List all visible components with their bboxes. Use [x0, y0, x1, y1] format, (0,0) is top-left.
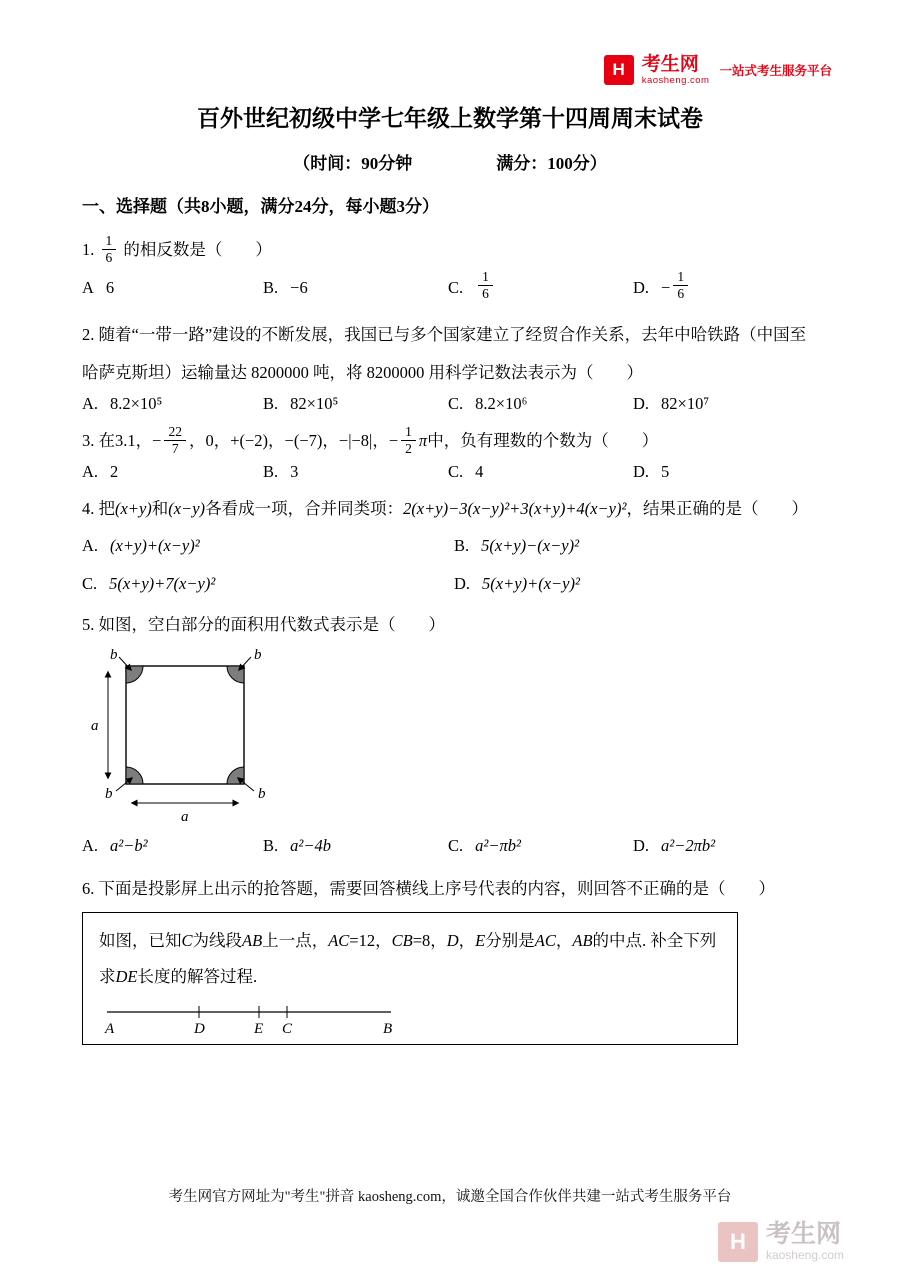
- q5-option-a: A. a²−b²: [82, 836, 148, 856]
- q6-point-d: D: [194, 1020, 205, 1036]
- q5-option-d: D. a²−2πb²: [633, 836, 716, 856]
- q5-label-b-bl: b: [105, 786, 113, 803]
- q5-label-b-tl: b: [110, 648, 118, 664]
- q3-option-d: D. 5: [633, 462, 670, 482]
- page-title: 百外世纪初级中学七年级上数学第十四周周末试卷: [197, 106, 703, 131]
- meta-score: 满分：100分）: [496, 154, 607, 173]
- q1-option-b: B. −6: [263, 277, 308, 297]
- q6-point-e: E: [254, 1020, 264, 1036]
- q5-option-c: C. a²−πb²: [448, 836, 521, 856]
- question-3-options: [82, 462, 818, 482]
- q6-number-line: [99, 1000, 399, 1036]
- q5-option-b: B. a²−4b: [263, 836, 331, 856]
- footer-note: 考生网官方网址为"考生"拼音 kaosheng.com，诚邀全国合作伙伴共建一站式考生服务平台: [168, 1189, 732, 1205]
- question-2-options: [82, 394, 818, 414]
- q4-option-d: D. 5(x+y)+(x−y)²: [454, 574, 580, 594]
- question-5: [82, 606, 818, 856]
- brand-tagline: 一站式考生服务平台: [719, 64, 832, 79]
- q5-arrow-b-tl: [119, 657, 131, 670]
- exam-content: [0, 100, 900, 1045]
- q2-option-c: C. 8.2×10⁶: [448, 394, 528, 414]
- brand-name: 考生网: [641, 54, 699, 75]
- q5-corner-arc-br: [227, 767, 244, 784]
- q1-option-a: A 6: [82, 277, 115, 297]
- q6-projection-box: [82, 912, 738, 1045]
- q5-label-a-left: a: [91, 718, 99, 735]
- q5-square: [126, 666, 244, 784]
- q5-corner-arc-tr: [227, 666, 244, 683]
- question-6: [82, 870, 818, 1045]
- watermark-text: [766, 1221, 844, 1262]
- q2-option-a: A. 8.2×10⁵: [82, 394, 163, 414]
- q2-option-b: B. 82×10⁵: [263, 394, 339, 414]
- q5-corner-arc-bl: [126, 767, 143, 784]
- q2-option-d: D. 82×10⁷: [633, 394, 710, 414]
- kaosheng-logo: [604, 54, 832, 87]
- question-3: [82, 422, 818, 482]
- q3-option-c: C. 4: [448, 462, 484, 482]
- q5-arrow-b-tr: [239, 657, 251, 670]
- q5-label-b-br: b: [258, 786, 266, 803]
- exam-meta: [82, 149, 818, 174]
- q4-option-a: A. (x+y)+(x−y)²: [82, 536, 200, 556]
- question-6-stem: 6. 下面是投影屏上出示的抢答题，需要回答横线上序号代表的内容，则回答不正确的是（ ）: [82, 879, 775, 899]
- q5-label-a-bottom: a: [181, 809, 189, 825]
- question-5-options: [82, 836, 818, 856]
- question-2: [82, 316, 818, 414]
- watermark-domain: kaosheng.com: [765, 1247, 844, 1262]
- q5-label-b-tr: b: [254, 648, 262, 664]
- question-2-stem: 2. 随着“一带一路”建设的不断发展，我国已与多个国家建立了经贸合作关系，去年中哈铁路（中国至哈萨克斯坦）运输量达 8200000 吨，将 8200000 用科学记数法表示为（ ）: [82, 325, 807, 383]
- q1-option-d: D. − $\frac{1}{6}$: [633, 271, 818, 304]
- question-1-options: [82, 271, 818, 304]
- question-4-stem: 4. 把(x+y)和(x−y)各看成一项，合并同类项：2(x+y)−3(x−y)²+3(x+y)+4(x−y)²，结果正确的是（ ）: [82, 499, 808, 519]
- meta-time: （时间：90分钟: [293, 154, 413, 173]
- question-1: [82, 231, 818, 304]
- q6-point-b: B: [383, 1020, 393, 1036]
- brand-domain: kaosheng.com: [641, 74, 710, 86]
- question-5-stem: 5. 如图，空白部分的面积用代数式表示是（ ）: [82, 615, 445, 635]
- logo-glyph: H: [612, 60, 625, 80]
- q3-option-b: B. 3: [263, 462, 299, 482]
- question-1-stem: 1. $\frac{1}{6}$ 的相反数是（ ）: [82, 232, 272, 265]
- section-heading: 一、选择题（共8小题，满分24分，每小题3分）: [82, 197, 439, 216]
- kaosheng-watermark: [718, 1221, 844, 1262]
- watermark-logo-icon: [718, 1222, 758, 1262]
- q6-box-text: 如图，已知C为线段AB上一点，AC=12，CB=8，D，E分别是AC，AB的中点. 补全下列求DE长度的解答过程.: [99, 931, 717, 986]
- question-4: [82, 490, 818, 594]
- question-3-stem: 3. 在3.1，− $\frac{22}{7}$ ，0，+(−2)，−(−7)，−|−8|，− $\frac{1}{2}$ π中，负有理数的个数为（ ）: [82, 423, 659, 457]
- watermark-name: 考生网: [765, 1220, 841, 1249]
- watermark-glyph: H: [730, 1228, 746, 1254]
- q3-option-a: A. 2: [82, 462, 119, 482]
- kaosheng-logo-icon: [604, 55, 634, 85]
- q6-point-c: C: [282, 1020, 293, 1036]
- q5-corner-arc-tl: [126, 666, 143, 683]
- question-4-options: [82, 536, 818, 594]
- q4-option-c: C. 5(x+y)+7(x−y)²: [82, 574, 216, 594]
- q6-point-a: A: [105, 1020, 115, 1036]
- q4-option-b: B. 5(x+y)−(x−y)²: [454, 536, 580, 556]
- brand-text: [642, 54, 710, 87]
- q1-option-c: C. $\frac{1}{6}$: [448, 271, 633, 304]
- q5-figure: [86, 648, 286, 824]
